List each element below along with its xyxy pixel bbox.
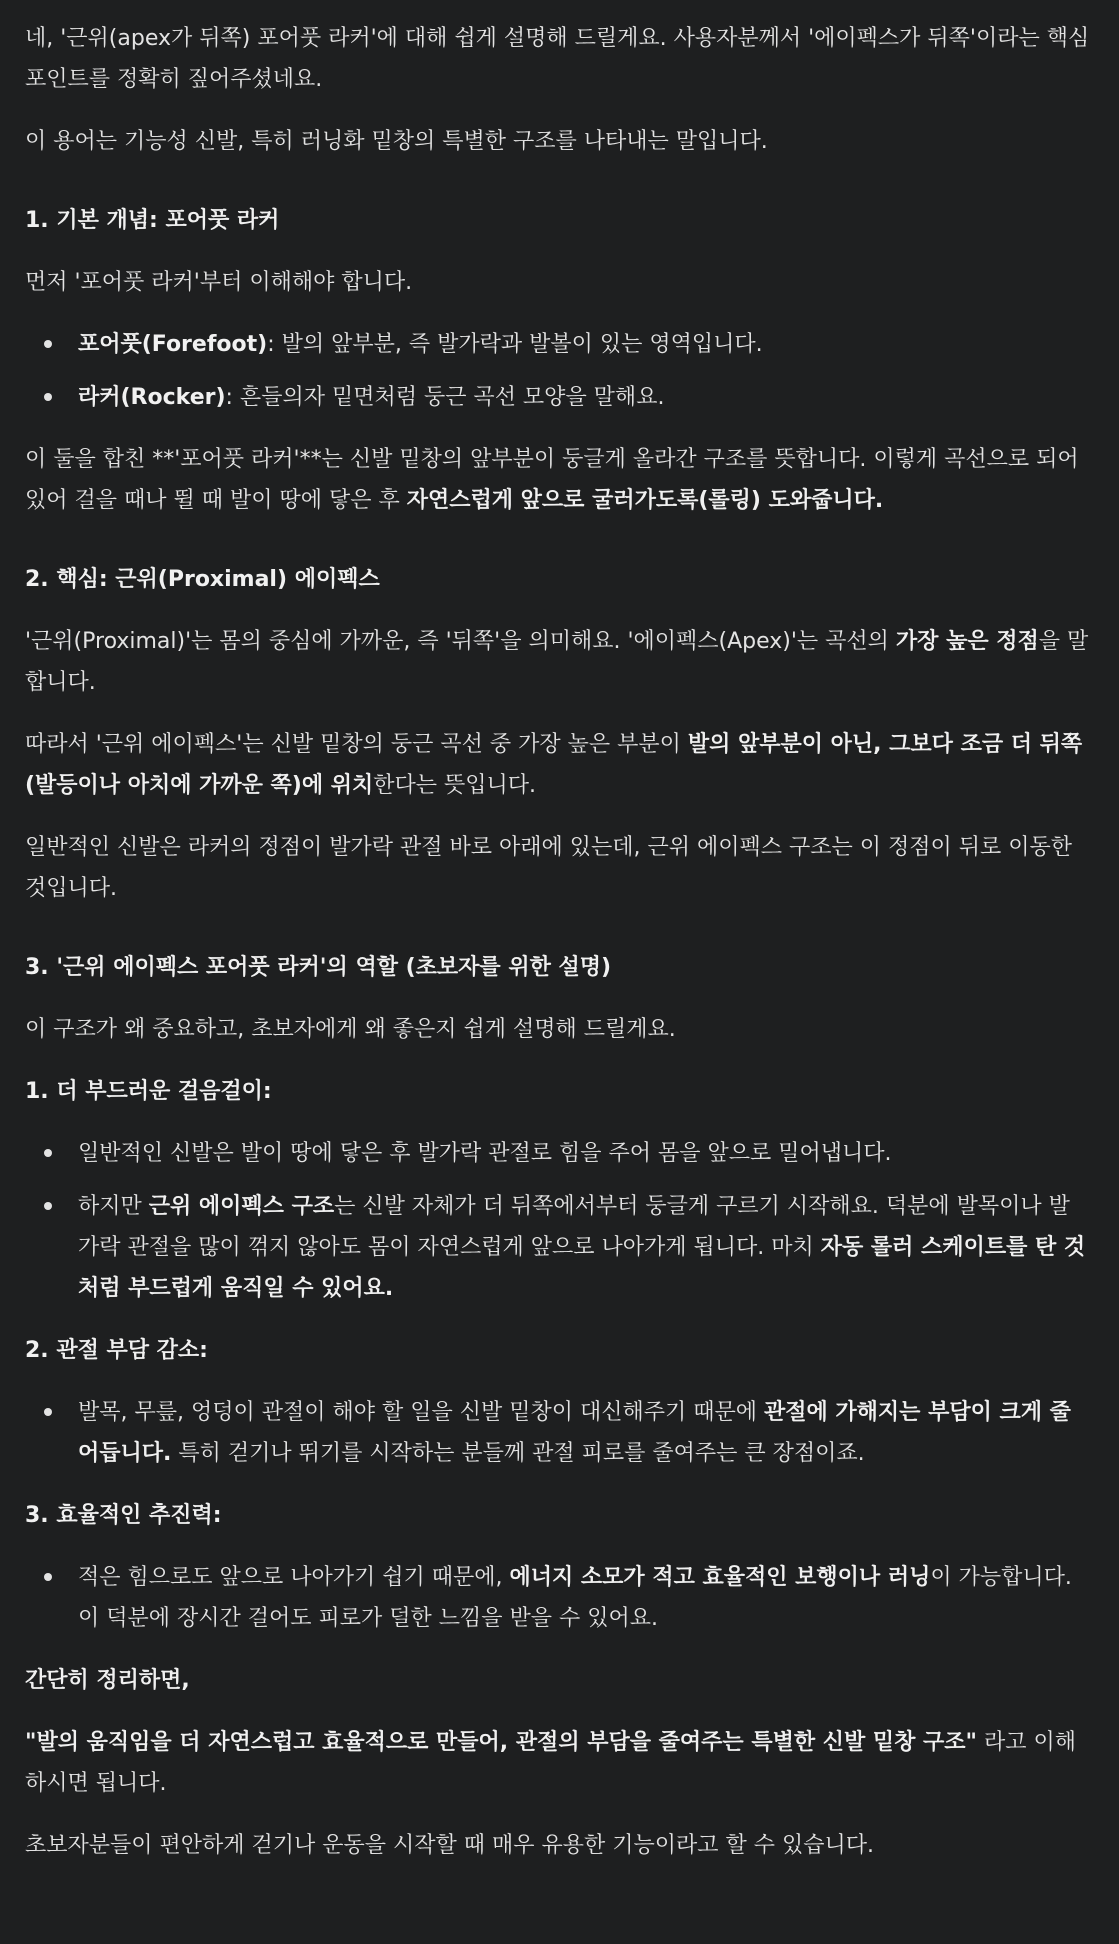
text: 하지만 (78, 1194, 149, 1219)
list-item (25, 1186, 1091, 1309)
section-heading: 1. 기본 개념: 포어풋 라커 (25, 208, 280, 233)
bullet-list (25, 1133, 1091, 1309)
text: 는 신발 자체가 더 뒤쪽에서부터 둥글게 구르기 시작해요. 덕분에 발목이나 발가락 관절을 많이 꺾지 않아도 몸이 자연스럽게 앞으로 나아가게 됩니다. 마치 (78, 1194, 1070, 1260)
body-paragraph (25, 724, 1091, 806)
text: 특히 걷기나 뛰기를 시작하는 분들께 관절 피로를 줄여주는 큰 장점이죠. (171, 1441, 865, 1466)
summary-paragraph (25, 439, 1091, 521)
text: 이 가능합니다. 이 덕분에 장시간 걸어도 피로가 덜한 느낌을 받을 수 있어요. (78, 1565, 1072, 1631)
text: 적은 힘으로도 앞으로 나아가기 쉽기 때문에, (78, 1565, 510, 1590)
intro-paragraph: 네, '근위(apex가 뒤쪽) 포어풋 라커'에 대해 쉽게 설명해 드릴게요. 사용자분께서 '에이펙스가 뒤쪽'이라는 핵심 포인트를 정확히 짚어주셨네요. (25, 26, 1090, 92)
bullet-icon (44, 1202, 52, 1210)
section-heading: 2. 핵심: 근위(Proximal) 에이펙스 (25, 567, 380, 592)
emphasis: 관절에 가해지는 부담이 크게 줄어듭니다. (78, 1400, 1071, 1466)
list-item (25, 377, 1091, 418)
conclusion-final: 초보자분들이 편안하게 걷기나 운동을 시작할 때 매우 유용한 기능이라고 할 수 있습니다. (25, 1833, 874, 1858)
list-item (25, 1557, 1091, 1639)
text: 따라서 '근위 에이펙스'는 신발 밑창의 둥근 곡선 중 가장 높은 부분이 (25, 732, 688, 757)
list-item (25, 324, 1091, 365)
term: 라커(Rocker) (78, 385, 226, 410)
text: 을 말합니다. (25, 629, 1089, 695)
body-paragraph (25, 621, 1091, 703)
emphasis: 근위 에이펙스 구조 (148, 1194, 335, 1219)
bullet-list (25, 324, 1091, 418)
intro-paragraph: 이 용어는 기능성 신발, 특히 러닝화 밑창의 특별한 구조를 나타내는 말입니다. (25, 129, 768, 154)
emphasis: 자동 롤러 스케이트를 탄 것처럼 부드럽게 움직일 수 있어요. (78, 1235, 1086, 1301)
section-lead: 먼저 '포어풋 라커'부터 이해해야 합니다. (25, 270, 413, 295)
list-item (25, 1133, 1091, 1174)
conclusion-quote (25, 1722, 1091, 1804)
text: 라고 이해하시면 됩니다. (25, 1730, 1077, 1796)
section-heading: 3. '근위 에이펙스 포어풋 라커'의 역할 (초보자를 위한 설명) (25, 955, 612, 980)
term: 포어풋(Forefoot) (78, 332, 268, 357)
list-item (25, 1392, 1091, 1474)
bullet-icon (44, 1573, 52, 1581)
emphasis: 자연스럽게 앞으로 굴러가도록(롤링) 도와줍니다. (406, 488, 884, 513)
bullet-icon (44, 393, 52, 401)
conclusion-lead (25, 1660, 1091, 1701)
subsection-heading: 1. 더 부드러운 걸음걸이: (25, 1079, 272, 1104)
body-paragraph: 일반적인 신발은 라커의 정점이 발가락 관절 바로 아래에 있는데, 근위 에이펙스 구조는 이 정점이 뒤로 이동한 것입니다. (25, 835, 1072, 901)
subsection-heading: 3. 효율적인 추진력: (25, 1503, 222, 1528)
text: 일반적인 신발은 발이 땅에 닿은 후 발가락 관절로 힘을 주어 몸을 앞으로 밀어냅니다. (78, 1141, 892, 1166)
emphasis: 간단히 정리하면, (25, 1668, 190, 1693)
text: 발목, 무릎, 엉덩이 관절이 해야 할 일을 신발 밑창이 대신해주기 때문에 (78, 1400, 764, 1425)
bullet-icon (44, 1149, 52, 1157)
emphasis: "발의 움직임을 더 자연스럽고 효율적으로 만들어, 관절의 부담을 줄여주는 특별한 신발 밑창 구조" (25, 1730, 978, 1755)
definition: : 발의 앞부분, 즉 발가락과 발볼이 있는 영역입니다. (267, 332, 763, 357)
bullet-icon (44, 340, 52, 348)
emphasis: 에너지 소모가 적고 효율적인 보행이나 러닝 (509, 1565, 931, 1590)
text: 이 둘을 합친 **'포어풋 라커'**는 신발 밑창의 앞부분이 둥글게 올라간 구조를 뜻합니다. 이렇게 곡선으로 되어 있어 걸을 때나 뛸 때 발이 땅에 닿은 후 (25, 447, 1079, 513)
text: 한다는 뜻입니다. (373, 773, 537, 798)
emphasis: 발의 앞부분이 아닌, 그보다 조금 더 뒤쪽(발등이나 아치에 가까운 쪽)에 위치 (25, 732, 1083, 798)
subsection-heading: 2. 관절 부담 감소: (25, 1338, 208, 1363)
definition: : 흔들의자 밑면처럼 둥근 곡선 모양을 말해요. (225, 385, 665, 410)
bullet-list (25, 1557, 1091, 1639)
bullet-list (25, 1392, 1091, 1474)
bullet-icon (44, 1408, 52, 1416)
section-lead: 이 구조가 왜 중요하고, 초보자에게 왜 좋은지 쉽게 설명해 드릴게요. (25, 1017, 676, 1042)
text: '근위(Proximal)'는 몸의 중심에 가까운, 즉 '뒤쪽'을 의미해요. '에이펙스(Apex)'는 곡선의 (25, 629, 896, 654)
emphasis: 가장 높은 정점 (895, 629, 1039, 654)
